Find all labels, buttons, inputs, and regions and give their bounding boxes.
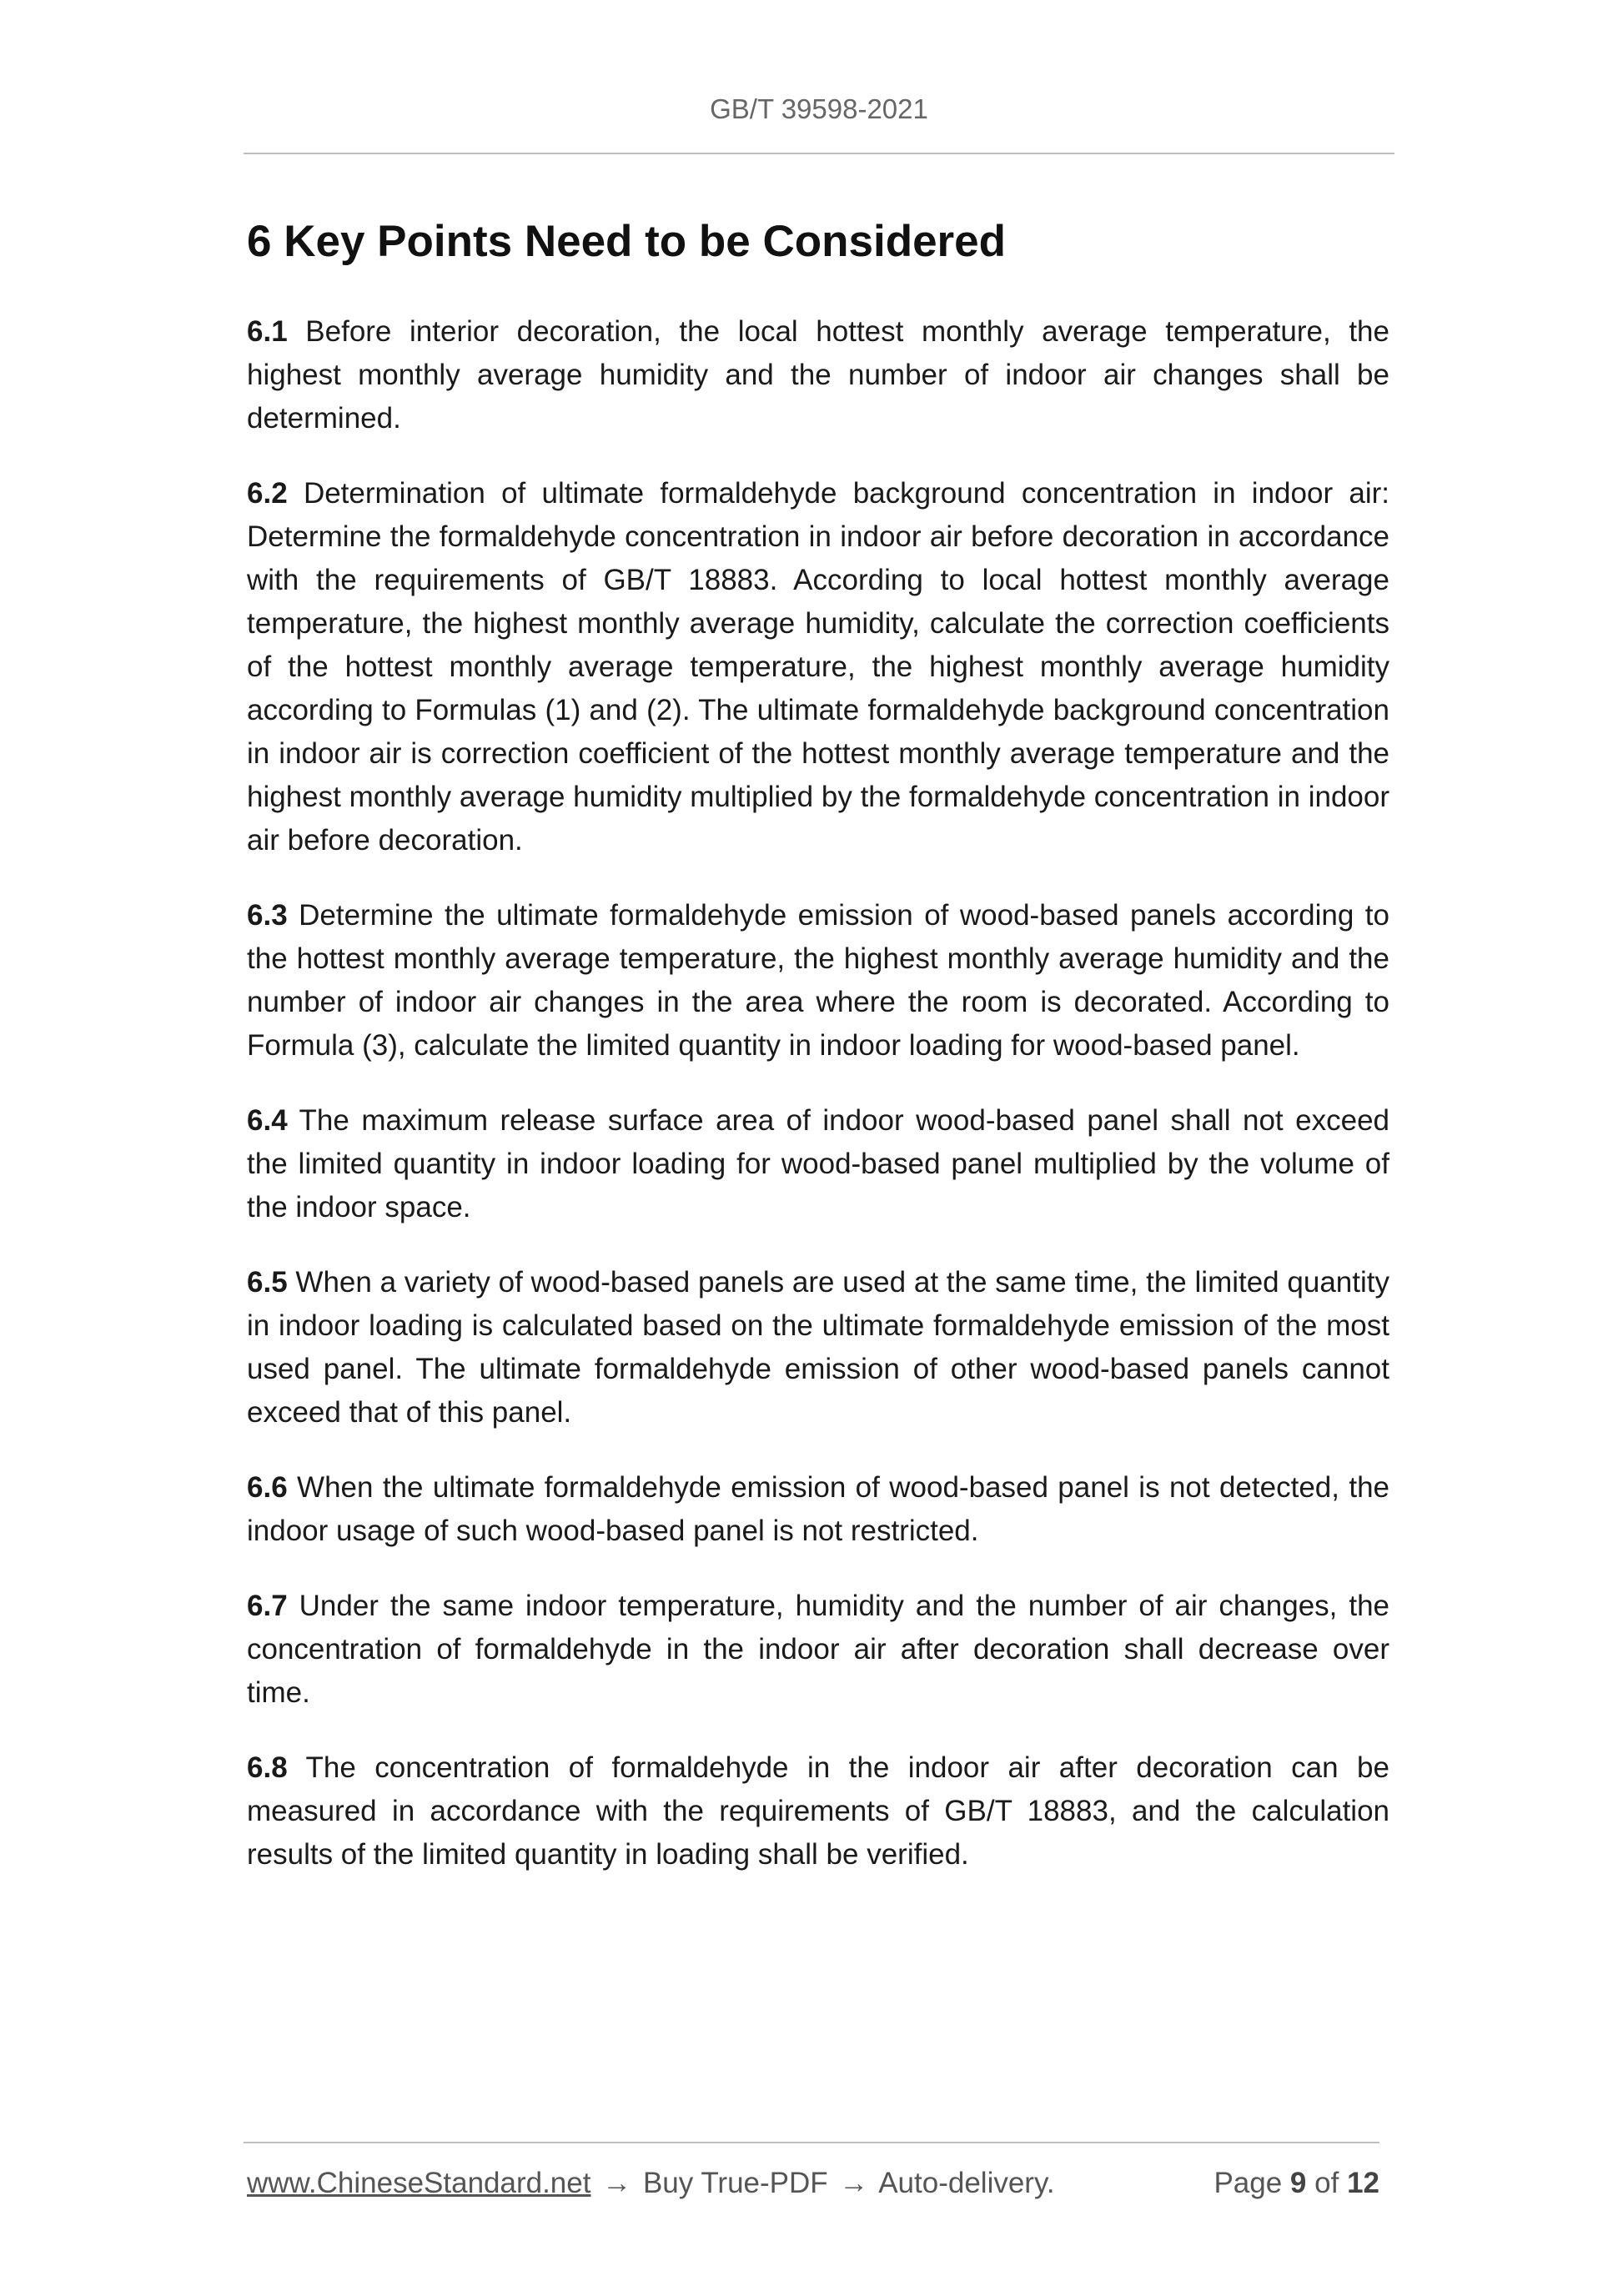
buy-text: Buy True-PDF <box>642 2167 828 2199</box>
clause-text: When the ultimate formaldehyde emission of wood-based panel is not detected, the indoor usage of such wood-based panel is not restricted. <box>247 1470 1389 1547</box>
footer-divider <box>244 2142 1379 2143</box>
clause-number: 6.1 <box>247 314 288 348</box>
clause-number: 6.8 <box>247 1751 288 1784</box>
page-number <box>1213 2167 1379 2200</box>
clause-number: 6.5 <box>247 1265 288 1299</box>
clause-number: 6.2 <box>247 476 288 510</box>
page-content <box>247 215 1389 1908</box>
page-footer <box>247 2167 1379 2200</box>
right-arrow-icon: → <box>839 2167 869 2199</box>
clause-text: Before interior decoration, the local hottest monthly average temperature, the highest monthly average humidity and the number of indoor air changes shall be determined. <box>247 314 1389 435</box>
footer-promo <box>247 2167 1055 2200</box>
page-header: GB/T 39598-2021 <box>710 93 928 124</box>
page-label: Page <box>1213 2167 1283 2199</box>
clause-number: 6.4 <box>247 1103 288 1137</box>
header-divider <box>244 153 1394 154</box>
right-arrow-icon: → <box>602 2167 632 2199</box>
section-title: 6 Key Points Need to be Considered <box>247 217 1007 266</box>
clause-number: 6.7 <box>247 1589 288 1622</box>
of-label: of <box>1314 2167 1339 2199</box>
website-link[interactable]: www.ChineseStandard.net <box>247 2167 591 2199</box>
clause-6-7 <box>247 1585 1389 1715</box>
current-page: 9 <box>1289 2167 1307 2199</box>
clause-number: 6.6 <box>247 1470 288 1504</box>
clause-6-6 <box>247 1466 1389 1553</box>
clause-6-4 <box>247 1099 1389 1229</box>
clause-6-2 <box>247 472 1389 862</box>
clause-text: When a variety of wood-based panels are used at the same time, the limited quantity in indoor loading is calculated based on the ultimate formaldehyde emission of the most used panel. The ultimate formaldehyde emission of other wood-based panels cannot exceed that of this panel. <box>247 1265 1389 1429</box>
total-pages: 12 <box>1347 2167 1379 2199</box>
clause-6-5 <box>247 1261 1389 1434</box>
clause-6-3 <box>247 894 1389 1068</box>
clause-6-8 <box>247 1746 1389 1876</box>
clause-6-1 <box>247 310 1389 440</box>
clause-text: Under the same indoor temperature, humidity and the number of air changes, the concentration of formaldehyde in the indoor air after decoration shall decrease over time. <box>247 1589 1389 1709</box>
clause-text: The maximum release surface area of indoor wood-based panel shall not exceed the limited quantity in indoor loading for wood-based panel multiplied by the volume of the indoor space. <box>247 1103 1389 1223</box>
clause-text: Determination of ultimate formaldehyde background concentration in indoor air: Determine the formaldehyde concentration in indoor air before decoration in accordance with the requirements of GB/T 18883. According to local hottest monthly average temperature, the highest monthly average humidity, calculate the correction coefficients of the hottest monthly average temperature, the highest monthly average humidity according to Formulas (1) and (2). The ultimate formaldehyde background concentration in indoor air is correction coefficient of the hottest monthly average temperature and the highest monthly average humidity multiplied by the formaldehyde concentration in indoor air before decoration. <box>247 476 1389 857</box>
clause-number: 6.3 <box>247 898 288 932</box>
clause-text: Determine the ultimate formaldehyde emission of wood-based panels according to the hottest monthly average temperature, the highest monthly average humidity and the number of indoor air changes in the area where the room is decorated. According to Formula (3), calculate the limited quantity in indoor loading for wood-based panel. <box>247 898 1389 1062</box>
clause-text: The concentration of formaldehyde in the indoor air after decoration can be measured in accordance with the requirements of GB/T 18883, and the calculation results of the limited quantity in loading shall be verified. <box>247 1751 1389 1871</box>
delivery-text: Auto-delivery. <box>878 2167 1055 2199</box>
